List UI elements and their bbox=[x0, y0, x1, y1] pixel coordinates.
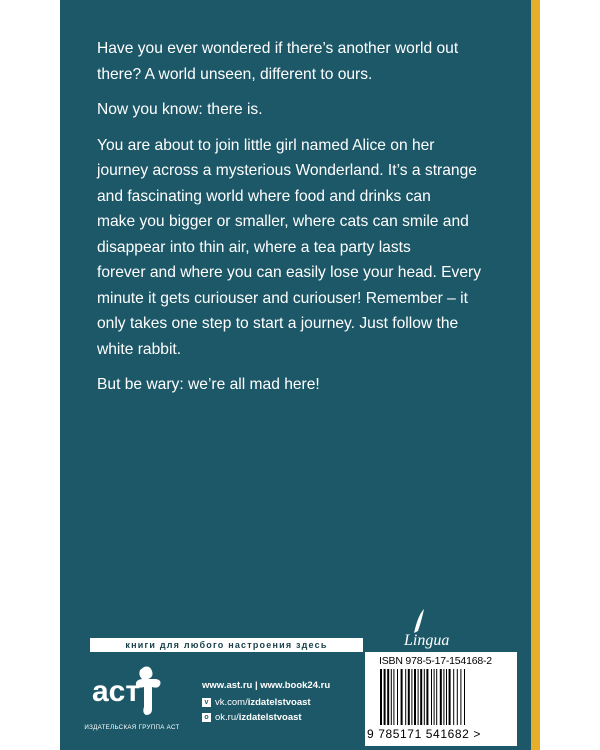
barcode-bar bbox=[387, 669, 389, 725]
lingua-swash-icon bbox=[414, 609, 424, 633]
cover-blurb bbox=[97, 36, 507, 408]
blurb-paragraph-2: Now you know: there is. bbox=[97, 101, 263, 118]
barcode-bar bbox=[414, 669, 416, 725]
isbn-barcode-panel bbox=[365, 652, 517, 746]
barcode-bar bbox=[464, 669, 465, 725]
isbn-number: ISBN 978-5-17-154168-2 bbox=[379, 655, 492, 667]
publisher-logo bbox=[86, 663, 174, 719]
barcode-bar bbox=[418, 669, 419, 725]
barcode-bar bbox=[431, 669, 432, 725]
slogan-bar: книги для любого настроения здесь bbox=[90, 638, 363, 652]
barcode-digits: 9 785171 541682 > bbox=[367, 727, 481, 741]
barcode-bar bbox=[446, 669, 447, 725]
barcode-bar bbox=[449, 669, 451, 725]
vk-handle: izdatelstvoast bbox=[247, 697, 311, 708]
barcode-bar bbox=[393, 669, 394, 725]
barcode-bar bbox=[460, 669, 461, 725]
barcode-bar bbox=[405, 669, 406, 725]
barcode-bar bbox=[453, 669, 454, 725]
barcode-bar bbox=[384, 669, 386, 725]
ok-icon: o bbox=[202, 713, 211, 722]
barcode-bar bbox=[436, 669, 437, 725]
barcode-bar bbox=[380, 669, 382, 725]
barcode-bar bbox=[426, 669, 428, 725]
ok-prefix: ok.ru/ bbox=[215, 712, 239, 723]
ok-link[interactable] bbox=[202, 712, 302, 723]
barcode-bar bbox=[420, 669, 422, 725]
lingua-logo-text: Lingua bbox=[404, 632, 450, 649]
lingua-logo bbox=[400, 605, 460, 651]
barcode-bar bbox=[434, 669, 435, 725]
barcode-bar bbox=[408, 669, 410, 725]
barcode-bar bbox=[457, 669, 458, 725]
blurb-paragraph-3: You are about to join little girl named Alice on her journey across a mysterious Wonderland. It’s a strange and fascinating world where food and drinks can make you bigger or smaller, where cats can smile and disappear into thin air, where a tea party lasts forever and where you can easily lose your head. Every minute it gets curiouser and curiouser! Remember – it only takes one step to start a journey. Just follow the white rabbit. bbox=[97, 136, 481, 358]
blurb-paragraph-1: Have you ever wondered if there’s another world out there? A world unseen, different to ours. bbox=[97, 40, 459, 83]
barcode-bar bbox=[411, 669, 412, 725]
barcode bbox=[378, 669, 504, 727]
website-links[interactable]: www.ast.ru | www.book24.ru bbox=[202, 680, 331, 691]
barcode-bar bbox=[391, 669, 392, 725]
barcode-bar bbox=[440, 669, 442, 725]
spine-edge bbox=[531, 0, 540, 750]
publisher-logo-text: аст bbox=[92, 675, 141, 708]
barcode-bar bbox=[443, 669, 444, 725]
ok-handle: izdatelstvoast bbox=[238, 712, 302, 723]
barcode-bar bbox=[424, 669, 425, 725]
vk-icon: v bbox=[202, 698, 211, 707]
vk-prefix: vk.com/ bbox=[215, 697, 248, 708]
publisher-name: ИЗДАТЕЛЬСКАЯ ГРУППА АСТ bbox=[84, 724, 180, 731]
vk-link[interactable] bbox=[202, 697, 311, 708]
blurb-paragraph-4: But be wary: we’re all mad here! bbox=[97, 376, 320, 393]
barcode-bar bbox=[401, 669, 403, 725]
barcode-bar bbox=[397, 669, 398, 725]
